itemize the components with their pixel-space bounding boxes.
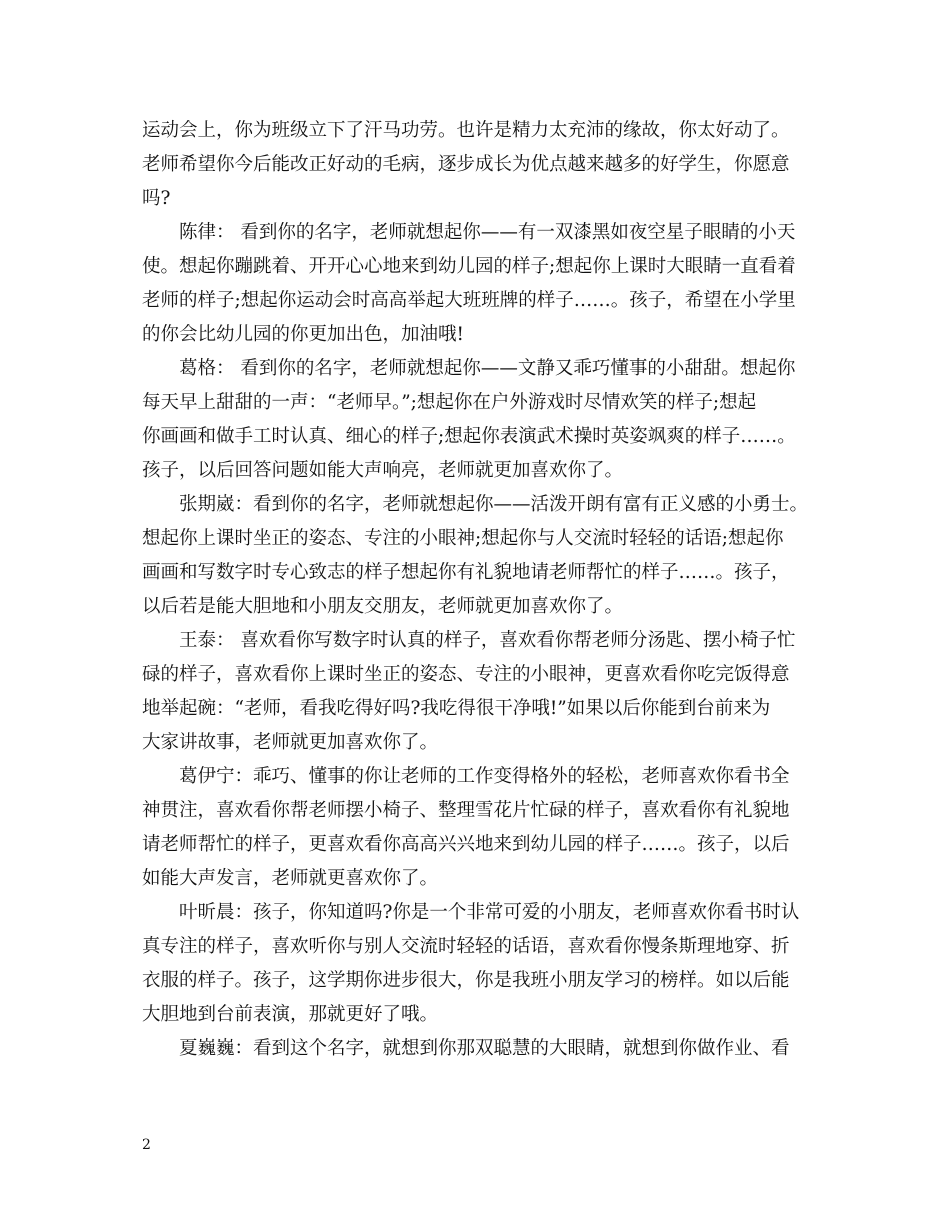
- text-line: 每天早上甜甜的一声：“老师早。”;想起你在户外游戏时尽情欢笑的样子;想起: [142, 392, 757, 413]
- paragraph: [142, 488, 807, 624]
- text-line: 想起你上课时坐正的姿态、专注的小眼神;想起你与人交流时轻轻的话语;想起你: [142, 528, 784, 549]
- paragraph: [142, 352, 807, 488]
- text-line: 碌的样子，喜欢看你上课时坐正的姿态、专注的小眼神，更喜欢看你吃完饭得意: [142, 664, 790, 685]
- text-line: 你画画和做手工时认真、细心的样子;想起你表演武术操时英姿飒爽的样子……。: [142, 426, 796, 447]
- text-line: 画画和写数字时专心致志的样子想起你有礼貌地请老师帮忙的样子……。孩子，: [142, 562, 790, 583]
- text-line: 王泰： 喜欢看你写数字时认真的样子，喜欢看你帮老师分汤匙、摆小椅子忙: [179, 630, 796, 651]
- text-line: 张期崴：看到你的名字，老师就想起你——活泼开朗有富有正义感的小勇士。: [179, 494, 809, 515]
- body-text: [142, 114, 807, 1066]
- paragraph: [142, 896, 807, 1032]
- text-line: 使。想起你蹦跳着、开开心心地来到幼儿园的样子;想起你上课时大眼睛一直看着: [142, 256, 796, 277]
- text-line: 真专注的样子，喜欢听你与别人交流时轻轻的话语，喜欢看你慢条斯理地穿、折: [142, 936, 790, 957]
- paragraph: [142, 624, 807, 760]
- text-line: 孩子，以后回答问题如能大声响亮，老师就更加喜欢你了。: [142, 460, 624, 481]
- text-line: 以后若是能大胆地和小朋友交朋友，老师就更加喜欢你了。: [142, 596, 624, 617]
- text-line: 的你会比幼儿园的你更加出色，加油哦!: [142, 324, 464, 345]
- paragraph: [142, 114, 807, 216]
- text-line: 神贯注，喜欢看你帮老师摆小椅子、整理雪花片忙碌的样子，喜欢看你有礼貌地: [142, 800, 790, 821]
- text-line: 葛格： 看到你的名字，老师就想起你——文静又乖巧懂事的小甜甜。想起你: [179, 358, 796, 379]
- text-line: 葛伊宁：乖巧、懂事的你让老师的工作变得格外的轻松，老师喜欢你看书全: [179, 766, 790, 787]
- text-line: 老师的样子;想起你运动会时高高举起大班班牌的样子……。孩子，希望在小学里: [142, 290, 796, 311]
- text-line: 陈律： 看到你的名字，老师就想起你——有一双漆黑如夜空星子眼睛的小天: [179, 222, 796, 243]
- paragraph: [142, 216, 807, 352]
- text-line: 老师希望你今后能改正好动的毛病，逐步成长为优点越来越多的好学生，你愿意: [142, 154, 790, 175]
- page-number: 2: [142, 1137, 151, 1153]
- text-line: 大胆地到台前表演，那就更好了哦。: [142, 1004, 439, 1025]
- text-line: 请老师帮忙的样子，更喜欢看你高高兴兴地来到幼儿园的样子……。孩子，以后: [142, 834, 790, 855]
- text-line: 衣服的样子。孩子，这学期你进步很大，你是我班小朋友学习的榜样。如以后能: [142, 970, 790, 991]
- paragraph: [142, 760, 807, 896]
- text-line: 大家讲故事，老师就更加喜欢你了。: [142, 732, 439, 753]
- paragraph: [142, 1032, 807, 1066]
- text-line: 夏巍巍：看到这个名字，就想到你那双聪慧的大眼睛，就想到你做作业、看: [179, 1038, 790, 1059]
- text-line: 地举起碗：“老师，看我吃得好吗?我吃得很干净哦!”如果以后你能到台前来为: [142, 698, 771, 719]
- text-line: 吗?: [142, 188, 171, 209]
- text-line: 如能大声发言，老师就更喜欢你了。: [142, 868, 439, 889]
- text-line: 运动会上，你为班级立下了汗马功劳。也许是精力太充沛的缘故，你太好动了。: [142, 120, 790, 141]
- text-line: 叶昕晨：孩子，你知道吗?你是一个非常可爱的小朋友，老师喜欢你看书时认: [179, 902, 800, 923]
